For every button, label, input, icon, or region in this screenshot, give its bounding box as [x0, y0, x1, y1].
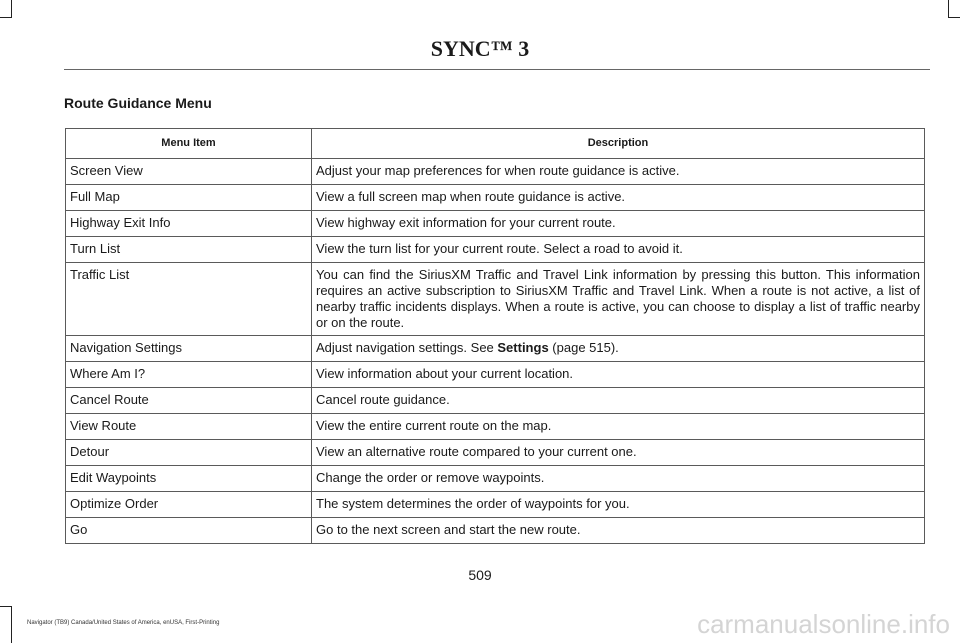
description-cell: View the turn list for your current route. Select a road to avoid it.: [312, 237, 925, 263]
crop-mark-top-left-vertical: [11, 0, 12, 18]
header-divider: [64, 69, 930, 70]
description-cell: View a full screen map when route guidance is active.: [312, 185, 925, 211]
table-header-row: [66, 129, 925, 159]
description-cell: Adjust your map preferences for when route guidance is active.: [312, 159, 925, 185]
table-row: [66, 466, 925, 492]
menu-item-cell: Full Map: [66, 185, 312, 211]
route-guidance-table: [65, 128, 925, 544]
table-row: [66, 388, 925, 414]
description-cell: [312, 336, 925, 362]
page-number: 509: [468, 567, 492, 583]
table-row: [66, 237, 925, 263]
menu-item-cell: Cancel Route: [66, 388, 312, 414]
menu-item-cell: Detour: [66, 440, 312, 466]
description-cell: The system determines the order of waypoints for you.: [312, 492, 925, 518]
crop-mark-top-left-horizontal: [0, 17, 12, 18]
table-row: [66, 414, 925, 440]
description-text: Adjust navigation settings. See: [316, 340, 498, 355]
watermark: carmanualsonline.info: [697, 609, 950, 639]
menu-item-cell: Where Am I?: [66, 362, 312, 388]
table-row: [66, 185, 925, 211]
description-cell: View information about your current location.: [312, 362, 925, 388]
menu-item-cell: Navigation Settings: [66, 336, 312, 362]
section-heading: Route Guidance Menu: [64, 95, 212, 111]
menu-item-cell: Turn List: [66, 237, 312, 263]
menu-item-cell: View Route: [66, 414, 312, 440]
column-header-menu-item: Menu Item: [66, 129, 312, 159]
table-row: [66, 518, 925, 544]
menu-item-cell: Screen View: [66, 159, 312, 185]
crop-mark-top-right-horizontal: [948, 17, 960, 18]
menu-item-cell: Traffic List: [66, 263, 312, 336]
description-cell: You can find the SiriusXM Traffic and Travel Link information by pressing this button. This information requires an active subscription to SiriusXM Traffic and Travel Link. When a route is not active, a list of nearby traffic incidents displays. When a route is active, you can choose to display a list of traffic nearby or on the route.: [312, 263, 925, 336]
description-cell: Change the order or remove waypoints.: [312, 466, 925, 492]
crop-mark-bottom-left-horizontal: [0, 606, 12, 607]
table-row: [66, 263, 925, 336]
table-row: [66, 336, 925, 362]
description-cell: Go to the next screen and start the new route.: [312, 518, 925, 544]
crop-mark-bottom-left-vertical: [11, 606, 12, 643]
column-header-description: Description: [312, 129, 925, 159]
table-row: [66, 211, 925, 237]
crop-mark-top-right-vertical: [948, 0, 949, 18]
page-header-title: SYNC™ 3: [430, 36, 530, 61]
table-row: [66, 492, 925, 518]
table-row: [66, 362, 925, 388]
page-reference-text: (page 515).: [548, 340, 619, 355]
description-cell: View an alternative route compared to your current one.: [312, 440, 925, 466]
menu-item-cell: Go: [66, 518, 312, 544]
menu-item-cell: Highway Exit Info: [66, 211, 312, 237]
settings-cross-reference-link[interactable]: Settings: [497, 340, 549, 355]
table-row: [66, 440, 925, 466]
description-cell: View highway exit information for your current route.: [312, 211, 925, 237]
description-cell: Cancel route guidance.: [312, 388, 925, 414]
table-row: [66, 159, 925, 185]
footer-imprint: Navigator (TB9) Canada/United States of America, enUSA, First-Printing: [27, 620, 220, 626]
menu-item-cell: Edit Waypoints: [66, 466, 312, 492]
menu-item-cell: Optimize Order: [66, 492, 312, 518]
description-cell: View the entire current route on the map.: [312, 414, 925, 440]
